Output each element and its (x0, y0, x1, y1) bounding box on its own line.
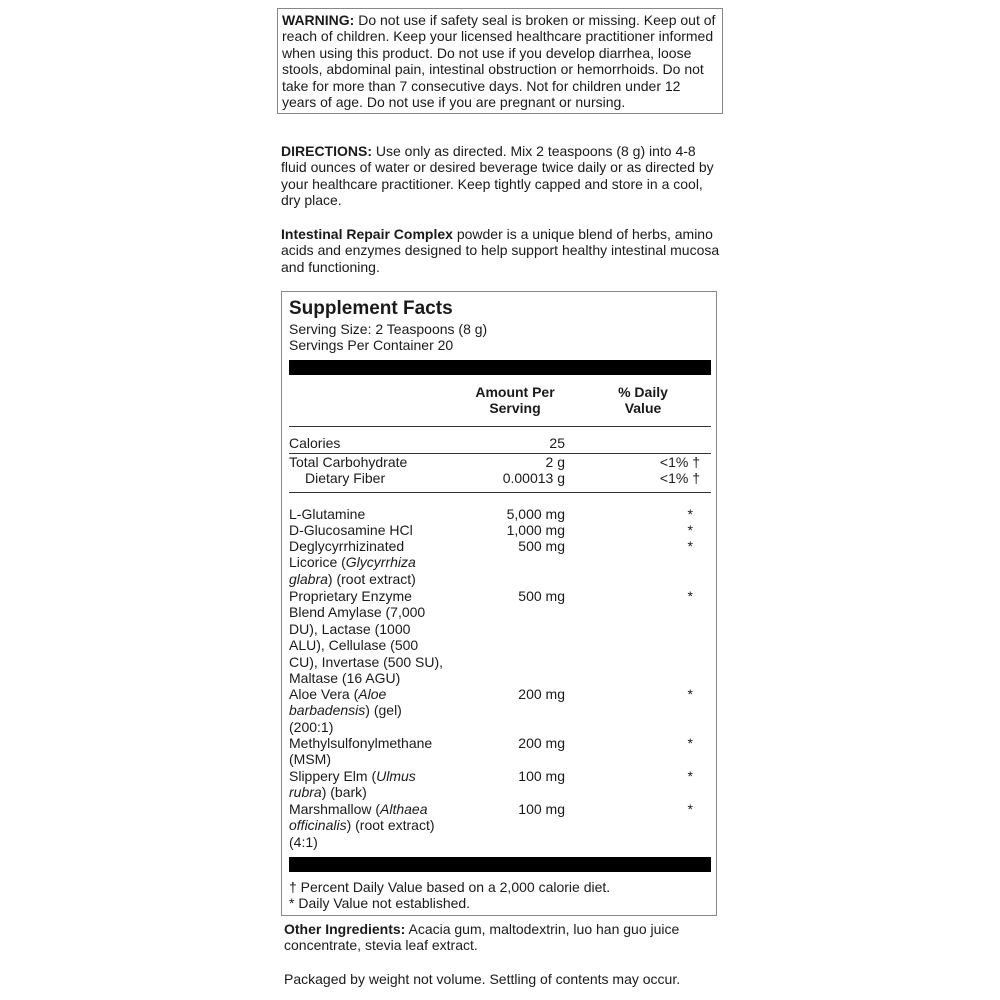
ingredient-name-line: Licorice (Glycyrrhiza (289, 554, 416, 571)
ingredient-name-line: Marshmallow (Althaea (289, 801, 428, 817)
warning-text: Do not use if safety seal is broken or missing. Keep out of reach of children. Keep your licensed healthcare practitioner informed when using this product. Do not use if you develop diarrhea, loose stools, abdominal pain, intestinal obstruction or hemorrhoids. Do not take for more than 7 consecutive days. Not for children under 12 years of age. Do not use if you are pregnant or nursing. (282, 12, 716, 111)
amount-header-line-2: Serving (489, 400, 541, 417)
other-ingredients (284, 921, 724, 954)
nutrient-name: Dietary Fiber (305, 470, 386, 486)
nutrient-daily-value: <1% † (659, 454, 700, 470)
footnote-percent-daily-value: † Percent Daily Value based on a 2,000 calorie diet. (289, 879, 611, 895)
ingredient-name-line: DU), Lactase (1000 (289, 620, 411, 637)
ingredient-amount: 500 mg (518, 588, 565, 604)
divider (289, 492, 711, 493)
product-description (281, 226, 721, 275)
ingredient-name-line: Slippery Elm (Ulmus (289, 768, 416, 784)
nutrient-amount: 2 g (545, 454, 565, 470)
directions-text: Use only as directed. Mix 2 teaspoons (8 g) into 4-8 fluid ounces of water or desired beverage twice daily or as directed by your healthcare practitioner. Keep tightly capped and store in a cool, dry place. (281, 143, 714, 209)
nutrient-amount: 0.00013 g (502, 470, 565, 486)
packaging-note: Packaged by weight not volume. Settling of contents may occur. (284, 971, 681, 987)
other-ingredients-text: Acacia gum, maltodextrin, luo han guo juice concentrate, stevia leaf extract. (284, 921, 680, 954)
ingredient-daily-value: * (687, 506, 693, 522)
thick-divider (289, 857, 711, 872)
ingredient-name (289, 801, 459, 850)
ingredient-daily-value: * (687, 686, 693, 702)
ingredient-daily-value: * (687, 801, 693, 817)
warning-label: WARNING: (282, 12, 355, 28)
ingredient-amount: 200 mg (518, 686, 565, 702)
ingredient-name-line: officinalis) (root extract) (289, 817, 435, 834)
ingredient-name-line: Deglycyrrhizinated (289, 538, 405, 554)
ingredient-daily-value: * (687, 735, 693, 751)
thick-divider (289, 360, 711, 375)
serving-size: Serving Size: 2 Teaspoons (8 g) (289, 321, 488, 337)
nutrient-name: Calories (289, 435, 341, 451)
nutrient-amount: 25 (549, 435, 565, 451)
ingredient-name: D-Glucosamine HCl (289, 522, 413, 538)
amount-per-serving-header (460, 384, 570, 417)
ingredient-daily-value: * (687, 538, 693, 554)
ingredient-name-line: rubra) (bark) (289, 784, 367, 801)
daily-value-header-line-1: % Daily (618, 384, 668, 400)
ingredient-name-line: Proprietary Enzyme (289, 588, 412, 604)
ingredient-name-line: (4:1) (289, 833, 318, 850)
ingredient-daily-value: * (687, 522, 693, 538)
ingredient-name-line: ALU), Cellulase (500 (289, 637, 419, 654)
ingredient-name-line: Methylsulfonylmethane (289, 735, 433, 751)
footnote-not-established: * Daily Value not established. (289, 895, 471, 911)
ingredient-name-line: barbadensis) (gel) (289, 702, 402, 719)
ingredient-name (289, 686, 459, 735)
directions-block (281, 143, 721, 209)
ingredient-name (289, 735, 459, 768)
nutrient-name: Total Carbohydrate (289, 454, 408, 470)
ingredient-amount: 100 mg (518, 768, 565, 784)
warning-box (277, 8, 723, 114)
daily-value-header-line-2: Value (624, 400, 662, 417)
other-ingredients-label: Other Ingredients: (284, 921, 406, 937)
divider (289, 426, 711, 427)
ingredient-name (289, 588, 459, 686)
amount-header-line-1: Amount Per (475, 384, 555, 400)
ingredient-name-line: Aloe Vera (Aloe (289, 686, 387, 702)
ingredient-daily-value: * (687, 588, 693, 604)
nutrient-daily-value: <1% † (659, 470, 700, 486)
ingredient-name (289, 538, 459, 587)
ingredient-name: L-Glutamine (289, 506, 366, 522)
directions-label: DIRECTIONS: (281, 143, 372, 159)
product-name: Intestinal Repair Complex (281, 226, 453, 242)
ingredient-name-line: Maltase (16 AGU) (289, 670, 401, 687)
ingredient-amount: 5,000 mg (506, 506, 565, 522)
ingredient-amount: 1,000 mg (506, 522, 565, 538)
ingredient-amount: 500 mg (518, 538, 565, 554)
product-description-text: powder is a unique blend of herbs, amino acids and enzymes designed to help support healthy intestinal mucosa and functioning. (281, 226, 720, 275)
ingredient-amount: 100 mg (518, 801, 565, 817)
ingredient-name-line: CU), Invertase (500 SU), (289, 653, 444, 670)
ingredient-amount: 200 mg (518, 735, 565, 751)
supplement-facts-panel (281, 291, 717, 916)
ingredient-name (289, 768, 459, 801)
supplement-facts-title: Supplement Facts (289, 298, 453, 319)
servings-per-container: Servings Per Container 20 (289, 337, 454, 353)
ingredient-name-line: (200:1) (289, 718, 334, 735)
daily-value-header (588, 384, 698, 417)
ingredient-daily-value: * (687, 768, 693, 784)
ingredient-name-line: glabra) (root extract) (289, 570, 416, 587)
ingredient-name-line: Blend Amylase (7,000 (289, 604, 426, 621)
ingredient-name-line: (MSM) (289, 751, 331, 768)
